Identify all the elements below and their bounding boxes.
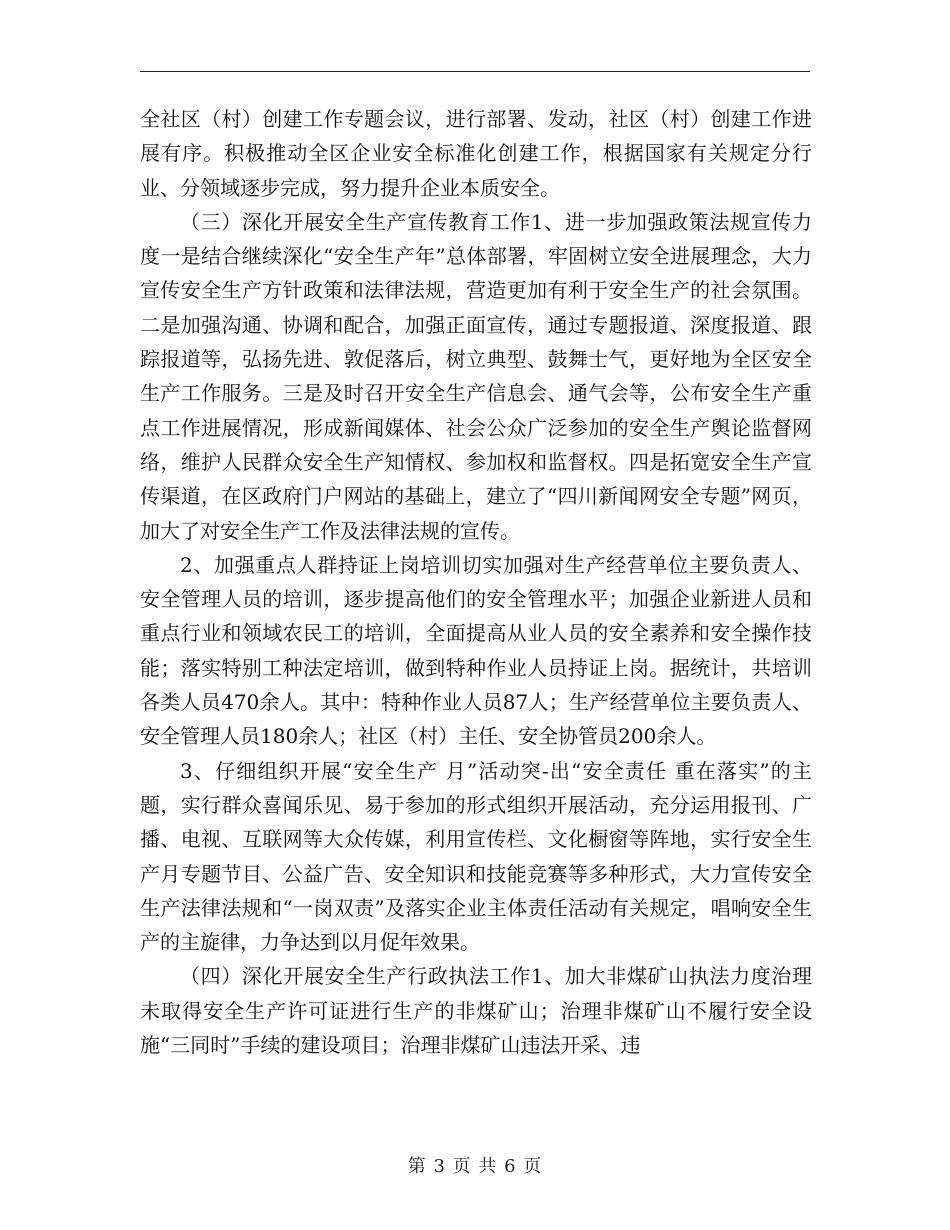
header-rule [140, 71, 810, 72]
paragraph-continuation: 全社区（村）创建工作专题会议，进行部署、发动，社区（村）创建工作进展有序。积极推动全区企业安全标准化创建工作，根据国家有关规定分行业、分领域逐步完成，努力提升企业本质安全。 [140, 107, 812, 200]
paragraph-safety-month: 3、仔细组织开展“安全生产 月”活动突-出“安全责任 重在落实”的主题，实行群众喜闻乐见、易于参加的形式组织开展活动，充分运用报刊、广播、电视、互联网等大众传媒，利用宣传栏、文化橱窗等阵地，实行安全生产月专题节目、公益广告、安全知识和技能竞赛等多种形式，大力宣传安全生产法律法规和“一岗双责”及落实企业主体责任活动有关规定，唱响安全生产的主旋律，力争达到以月促年效果。 [140, 758, 812, 955]
paragraph-law-enforcement: （四）深化开展安全生产行政执法工作1、加大非煤矿山执法力度治理未取得安全生产许可证进行生产的非煤矿山；治理非煤矿山不履行安全设施“三同时”手续的建设项目；治理非煤矿山违法开采、违 [140, 964, 812, 1058]
document-body [140, 102, 812, 1062]
page-number-footer: 第 3 页 共 6 页 [407, 1156, 543, 1177]
paragraph-training: 2、加强重点人群持证上岗培训切实加强对生产经营单位主要负责人、安全管理人员的培训，逐步提高他们的安全管理水平；加强企业新进人员和重点行业和领域农民工的培训，全面提高从业人员的安全素养和安全操作技能；落实特别工种法定培训，做到特种作业人员持证上岗。据统计，共培训各类人员470余人。其中：特种作业人员87人；生产经营单位主要负责人、安全管理人员180余人；社区（村）主任、安全协管员200余人。 [140, 552, 812, 749]
paragraph-publicity-education: （三）深化开展安全生产宣传教育工作1、进一步加强政策法规宣传力度一是结合继续深化“安全生产年”总体部署，牢固树立安全进展理念，大力宣传安全生产方针政策和法律法规，营造更加有利于安全生产的社会氛围。二是加强沟通、协调和配合，加强正面宣传，通过专题报道、深度报道、跟踪报道等，弘扬先进、敦促落后，树立典型、鼓舞士气，更好地为全区安全生产工作服务。三是及时召开安全生产信息会、通气会等，公布安全生产重点工作进展情况，形成新闻媒体、社会公众广泛参加的安全生产舆论监督网络，维护人民群众安全生产知情权、参加权和监督权。四是拓宽安全生产宣传渠道，在区政府门户网站的基础上，建立了“四川新闻网安全专题”网页，加大了对安全生产工作及法律法规的宣传。 [140, 209, 812, 543]
